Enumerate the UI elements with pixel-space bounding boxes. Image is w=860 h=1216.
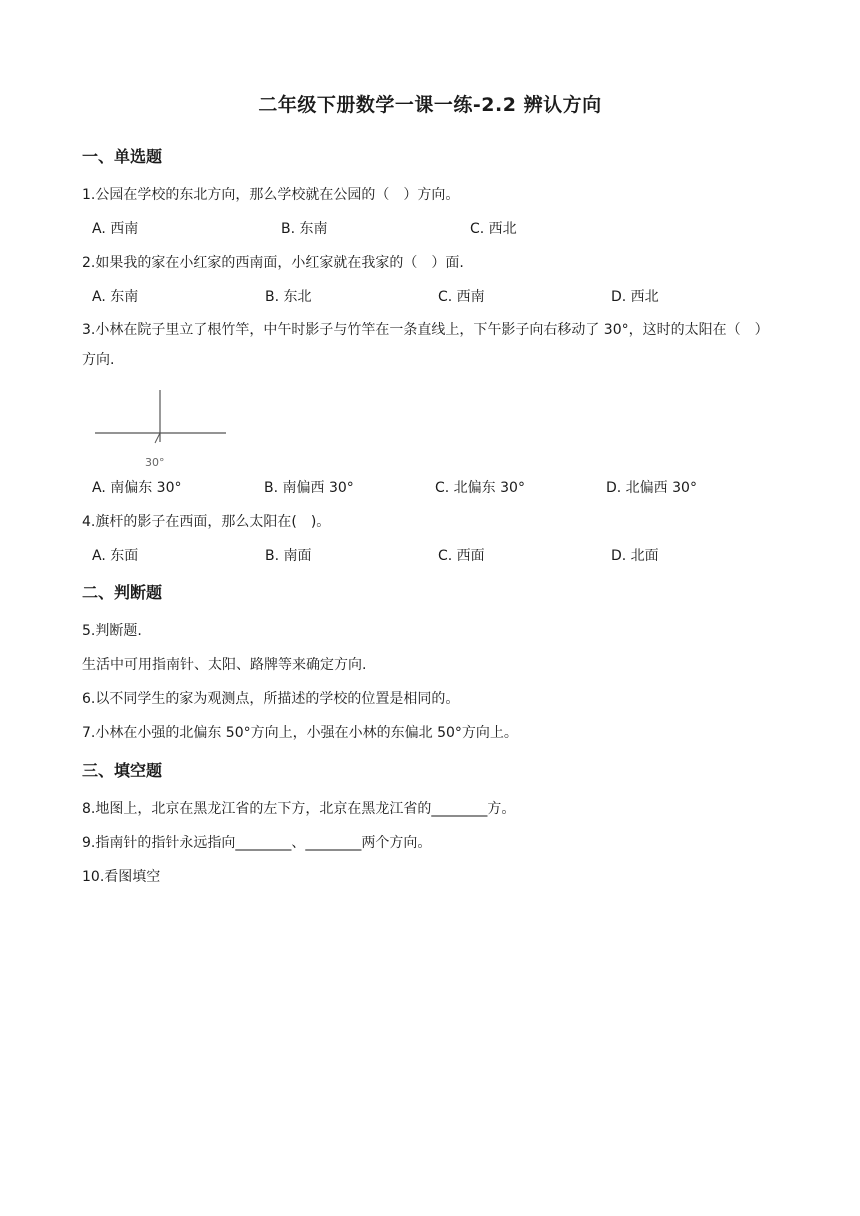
question-2-option-c[interactable]: C. 西南 (438, 289, 485, 305)
angle-label: 30° (145, 456, 165, 469)
question-1-text: 1.公园在学校的东北方向，那么学校就在公园的（ ）方向。 (82, 187, 460, 203)
question-3-option-b[interactable]: B. 南偏西 30° (264, 480, 354, 496)
question-2-option-d[interactable]: D. 西北 (611, 289, 659, 305)
question-3-option-d[interactable]: D. 北偏西 30° (606, 480, 697, 496)
question-1-option-b[interactable]: B. 东南 (281, 221, 328, 237)
question-5-text: 5.判断题. (82, 623, 142, 639)
question-4-options (92, 546, 792, 566)
question-2-option-b[interactable]: B. 东北 (265, 289, 312, 305)
question-8-text: 8.地图上，北京在黑龙江省的左下方，北京在黑龙江省的________方。 (82, 801, 516, 817)
question-2-text: 2.如果我的家在小红家的西南面，小红家就在我家的（ ）面. (82, 255, 464, 271)
question-2-option-a[interactable]: A. 东南 (92, 289, 139, 305)
shadow-line (155, 433, 160, 443)
question-2-options (92, 287, 792, 307)
question-4-option-b[interactable]: B. 南面 (265, 548, 312, 564)
question-7-text: 7.小林在小强的北偏东 50°方向上，小强在小林的东偏北 50°方向上。 (82, 725, 518, 741)
section-heading-true-false: 二、判断题 (82, 583, 163, 602)
question-5-statement: 生活中可用指南针、太阳、路牌等来确定方向. (82, 657, 367, 673)
question-6-text: 6.以不同学生的家为观测点，所描述的学校的位置是相同的。 (82, 691, 460, 707)
question-4-option-a[interactable]: A. 东面 (92, 548, 139, 564)
question-3-option-c[interactable]: C. 北偏东 30° (435, 480, 525, 496)
question-1-option-c[interactable]: C. 西北 (470, 221, 517, 237)
question-3-options (92, 478, 792, 498)
question-3-figure (92, 386, 232, 472)
question-9-text: 9.指南针的指针永远指向________、________两个方向。 (82, 835, 432, 851)
question-3-option-a[interactable]: A. 南偏东 30° (92, 480, 182, 496)
question-10-text: 10.看图填空 (82, 869, 161, 885)
question-3-text: 3.小林在院子里立了根竹竿，中午时影子与竹竿在一条直线上，下午影子向右移动了 30°，这时的太阳在（ ）方向. (82, 322, 769, 368)
section-heading-single-choice: 一、单选题 (82, 147, 163, 166)
question-1-option-a[interactable]: A. 西南 (92, 221, 139, 237)
section-heading-fill-blank: 三、填空题 (82, 761, 163, 780)
page-title: 二年级下册数学一课一练-2.2 辨认方向 (258, 94, 602, 116)
question-4-option-c[interactable]: C. 西面 (438, 548, 485, 564)
shadow-angle-diagram (92, 386, 232, 472)
question-4-text: 4.旗杆的影子在西面，那么太阳在( )。 (82, 514, 331, 530)
question-1-options (92, 219, 792, 239)
question-4-option-d[interactable]: D. 北面 (611, 548, 659, 564)
